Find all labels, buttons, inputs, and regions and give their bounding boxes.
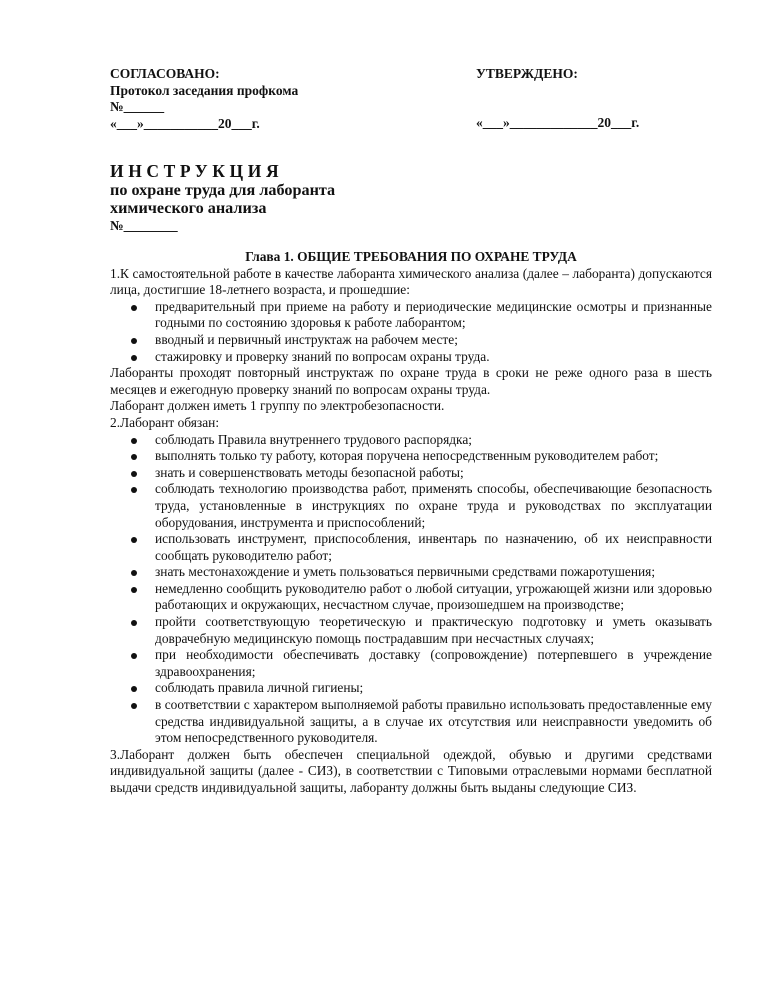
bullet-icon <box>131 355 137 361</box>
instruction-title-block <box>110 161 335 234</box>
agreed-date: «___»___________20___г. <box>110 115 260 131</box>
bullet-icon <box>131 454 137 460</box>
paragraph-1: 1.К самостоятельной работе в качестве лаборанта химического анализа (далее – лаборанта) допускаются лица, достигшие 18-летнего возраста, и прошедшие: <box>110 265 712 298</box>
paragraph-repeat-briefing: Лаборанты проходят повторный инструктаж по охране труда в сроки не реже одного раза в шесть месяцев и ежегодную проверку знаний по вопросам охраны труда. <box>110 365 712 397</box>
list-item: при необходимости обеспечивать доставку (сопровождение) потерпевшего в учреждение здравоохранения; <box>110 647 712 680</box>
list-item: знать местонахождение и уметь пользоваться первичными средствами пожаротушения; <box>110 564 712 581</box>
bullet-icon <box>131 438 137 444</box>
list-item: соблюдать Правила внутреннего трудового распорядка; <box>110 432 712 449</box>
bullet-icon <box>131 487 137 493</box>
agreed-block <box>110 66 440 132</box>
chapter-1-content <box>110 249 712 797</box>
paragraph-ppe: 3.Лаборант должен быть обеспечен специальной одеждой, обувью и другими средствами индивидуальной защиты (далее - СИЗ), в соответствии с Типовыми отраслевыми нормами бесплатной выдачи средств индивидуальной защиты, лаборанту должны быть выданы следующие СИЗ. <box>110 746 712 795</box>
list-item: соблюдать технологию производства работ, применять способы, обеспечивающие безопасность труда, установленные в инструкциях по охране труда и руководствах по эксплуатации оборудования, инструмента и приспособлений; <box>110 481 712 531</box>
list-item: в соответствии с характером выполняемой работы правильно использовать предоставленные ему средства индивидуальной защиты, а в случае их отсутствия или неисправности уведомить об этом непосредственного руководителя. <box>110 697 712 747</box>
bullet-icon <box>131 305 137 311</box>
list-item: вводный и первичный инструктаж на рабочем месте; <box>110 332 712 349</box>
agreed-heading: СОГЛАСОВАНО: <box>110 66 220 81</box>
bullet-icon <box>131 537 137 543</box>
list-item: немедленно сообщить руководителю работ о любой ситуации, угрожающей жизни или здоровью работающих и окружающих, несчастном случае, произошедшем на производстве; <box>110 581 712 614</box>
duties-list <box>110 432 712 747</box>
bullet-icon <box>131 703 137 709</box>
list-item: предварительный при приеме на работу и периодические медицинские осмотры и признанные годными по состоянию здоровья к работе лаборантом; <box>110 299 712 332</box>
bullet-icon <box>131 620 137 626</box>
bullet-icon <box>131 471 137 477</box>
list-item: знать и совершенствовать методы безопасной работы; <box>110 465 712 482</box>
paragraph-duties-intro: 2.Лаборант обязан: <box>110 414 220 430</box>
list-item: стажировку и проверку знаний по вопросам охраны труда. <box>110 349 712 366</box>
instruction-subtitle-line2: химического анализа <box>110 199 267 217</box>
list-item: пройти соответствующую теоретическую и практическую подготовку и уметь оказывать доврачебную медицинскую помощь пострадавшим при несчастных случаях; <box>110 614 712 647</box>
protocol-line: Протокол заседания профкома <box>110 82 299 98</box>
paragraph-electrical-group: Лаборант должен иметь 1 группу по электробезопасности. <box>110 398 445 414</box>
bullet-icon <box>131 338 137 344</box>
approved-heading: УТВЕРЖДЕНО: <box>476 66 578 81</box>
bullet-icon <box>131 570 137 576</box>
instruction-subtitle-line1: по охране труда для лаборанта <box>110 181 336 199</box>
protocol-number: №______ <box>110 99 165 114</box>
bullet-icon <box>131 686 137 692</box>
admission-requirements-list <box>110 299 712 365</box>
chapter-heading: Глава 1. ОБЩИЕ ТРЕБОВАНИЯ ПО ОХРАНЕ ТРУДА <box>245 249 577 264</box>
instruction-title: ИНСТРУКЦИЯ <box>110 161 284 181</box>
approved-date: «___»_____________20___г. <box>476 115 640 130</box>
list-item: выполнять только ту работу, которая поручена непосредственным руководителем работ; <box>110 448 712 465</box>
instruction-number: №________ <box>110 218 178 233</box>
bullet-icon <box>131 653 137 659</box>
approved-block <box>476 66 716 130</box>
list-item: соблюдать правила личной гигиены; <box>110 680 712 697</box>
bullet-icon <box>131 587 137 593</box>
list-item: использовать инструмент, приспособления, инвентарь по назначению, об их неисправности сообщать руководителю работ; <box>110 531 712 564</box>
